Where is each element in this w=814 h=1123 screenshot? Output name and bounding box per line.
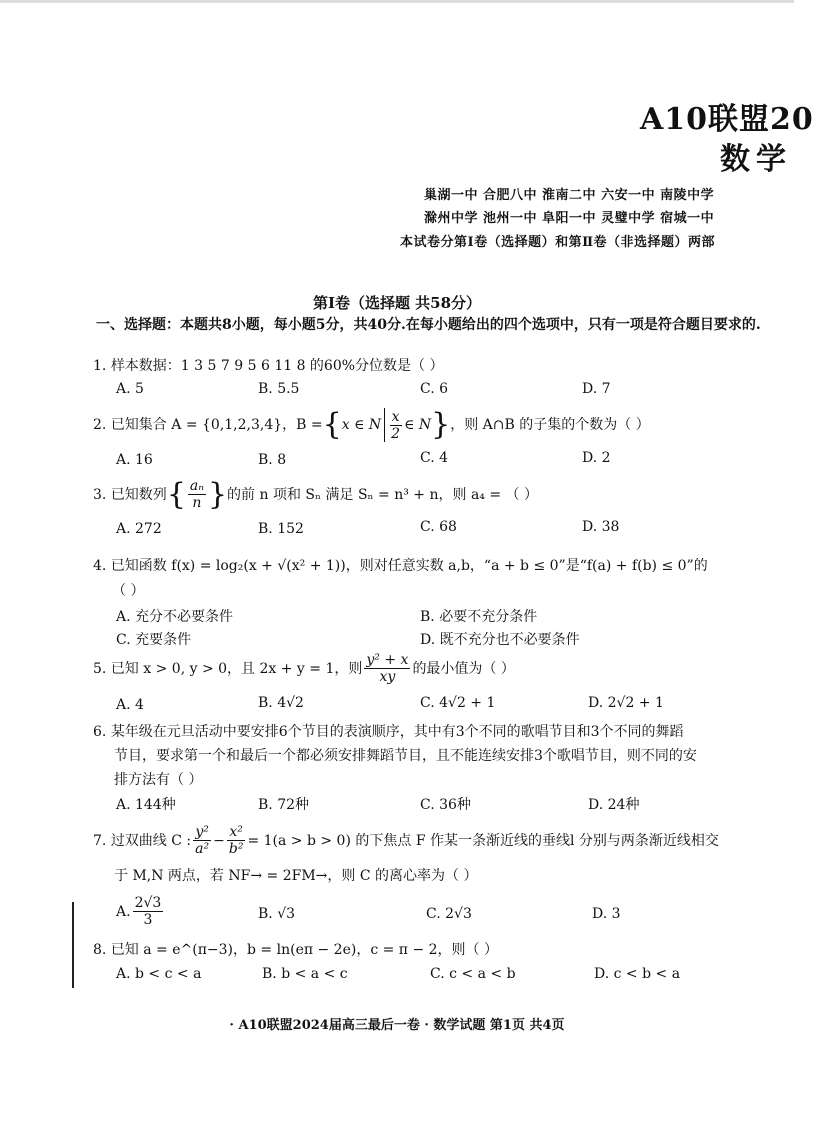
fraction-2root3-over-3 [133,895,164,928]
fraction-denominator: n [192,495,202,511]
section-title: 第Ⅰ卷（选择题 共58分） [312,294,482,312]
q1-option-b: B. 5.5 [258,381,300,397]
fraction-denominator: xy [379,669,396,685]
fraction-an-over-n [188,478,206,511]
question-stem-line1: 某年级在元旦活动中要安排6个节目的表演顺序，其中有3个不同的歌唱节目和3个不同的舞蹈 [110,724,684,740]
question-stem-part-a: 过双曲线 C : [110,832,192,849]
question-stem-part-b: = 1(a > b > 0) 的下焦点 F 作某一条渐近线的垂线l 分别与两条渐近线相交 [247,832,719,849]
set-builder-left: x ∈ N [341,417,382,433]
q8-option-a: A. b < c < a [116,966,202,982]
question-number: 4. [93,558,107,574]
q2-option-d: D. 2 [582,450,611,466]
q6-stem-line2: 节目，要求第一个和最后一个都必须安排舞蹈节目，且不能连续安排3个歌唱节目，则不同的安 [114,748,697,764]
question-6 [93,722,684,742]
question-stem: 已知函数 f(x) = log₂(x + √(x² + 1))，则对任意实数 a,b，“a + b ≤ 0”是“f(a) + f(b) ≤ 0”的 [110,558,708,574]
q1-option-a: A. 5 [116,381,144,397]
q6-option-b: B. 72种 [258,797,310,813]
q8-option-d: D. c < b < a [594,966,681,982]
q4-stem-line2: （ ） [112,583,145,599]
option-label: A. [116,903,131,920]
left-brace: { [322,407,342,442]
q1-option-d: D. 7 [582,381,611,397]
fraction-numerator: 2√3 [134,895,162,911]
question-number: 5. [93,660,107,677]
right-brace: } [207,476,228,512]
question-1 [93,356,444,376]
q3-option-a: A. 272 [116,521,162,537]
question-3 [93,478,538,511]
q6-option-a: A. 144种 [116,797,176,813]
q7-option-c: C. 2√3 [426,906,472,922]
fraction-x2-over-b2 [227,824,246,857]
q6-stem-line3: 排方法有（ ） [114,772,203,788]
fraction-y2-over-a2 [193,824,211,857]
fraction-numerator: aₙ [189,478,204,494]
left-brace: { [166,476,186,512]
question-5 [93,652,515,685]
fraction-denominator: 3 [143,912,153,928]
question-number: 8. [93,942,107,958]
fraction-numerator: y² + x [366,652,409,668]
q6-option-d: D. 24种 [588,797,640,813]
binding-margin-line [72,902,74,988]
question-7 [93,824,719,857]
question-number: 3. [93,486,107,503]
question-stem-part-b: ，则 A∩B 的子集的个数为（ ） [450,417,650,433]
q7-stem-line2: 于 M,N 两点，若 NF→ = 2FM→，则 C 的离心率为（ ） [114,868,478,884]
question-2 [93,408,650,442]
q2-option-c: C. 4 [420,450,449,466]
q7-option-a [116,895,165,928]
fraction-denominator: a² [195,841,210,857]
exam-title-line2: 数学 [720,142,792,177]
question-number: 7. [93,832,107,849]
question-8 [93,940,498,960]
question-stem-part-a: 已知数列 [110,486,167,503]
question-number: 2. [93,417,107,433]
exam-note: 本试卷分第Ⅰ卷（选择题）和第Ⅱ卷（非选择题）两部 [400,235,716,250]
section-instruction: 一、选择题：本题共8小题，每小题5分，共40分.在每小题给出的四个选项中，只有一项是符合题目要求的. [96,317,761,333]
q8-option-b: B. b < a < c [262,966,348,982]
minus-sign: − [213,832,225,849]
q4-option-d: D. 既不充分也不必要条件 [420,632,580,648]
question-stem: 已知 a = e^(π−3)，b = ln(eπ − 2e)，c = π − 2，则（ ） [110,942,498,958]
fraction-x-over-2 [389,409,402,442]
question-number: 6. [93,724,107,740]
fraction-numerator: y² [195,824,209,840]
q3-option-d: D. 38 [582,519,620,535]
question-stem-part-b: 的前 n 项和 Sₙ 满足 Sₙ = n³ + n，则 a₄ = （ ） [227,486,538,503]
q5-option-a: A. 4 [116,697,144,713]
q2-option-a: A. 16 [116,452,153,468]
q5-option-c: C. 4√2 + 1 [420,695,496,711]
q6-option-c: C. 36种 [420,797,471,813]
fraction-expression [364,652,410,685]
right-brace: } [431,407,451,442]
page-top-edge [0,0,794,3]
fraction-numerator: x [391,408,400,425]
q8-option-c: C. c < a < b [430,966,516,982]
question-stem-part-a: 已知 x > 0, y > 0，且 2x + y = 1，则 [110,660,363,677]
q5-option-d: D. 2√2 + 1 [588,695,664,711]
q1-option-c: C. 6 [420,381,449,397]
question-stem-part-a: 已知集合 A = {0,1,2,3,4}，B = [110,417,323,433]
question-number: 1. [93,358,107,374]
page-footer: · A10联盟2024届高三最后一卷 · 数学试题 第1页 共4页 [229,1018,565,1033]
set-builder-bar [384,408,404,442]
question-stem: 样本数据：1 3 5 7 9 5 6 11 8 的60%分位数是（ ） [110,358,444,374]
q3-option-c: C. 68 [420,519,457,535]
q3-option-b: B. 152 [258,521,304,537]
question-4 [93,556,708,576]
set-builder-right: ∈ N [404,417,432,433]
q7-option-b: B. √3 [258,906,296,922]
schools-line1: 巢湖一中 合肥八中 淮南二中 六安一中 南陵中学 [424,188,715,203]
q5-option-b: B. 4√2 [258,695,304,711]
q4-option-a: A. 充分不必要条件 [116,609,234,625]
fraction-denominator: 2 [391,425,401,442]
fraction-numerator: x² [229,824,243,840]
exam-title-line1: A10联盟20 [640,102,814,137]
question-stem-part-b: 的最小值为（ ） [412,660,515,677]
q4-option-b: B. 必要不充分条件 [420,609,538,625]
q2-option-b: B. 8 [258,452,287,468]
q7-option-d: D. 3 [592,906,621,922]
schools-line2: 滁州中学 池州一中 阜阳一中 灵璧中学 宿城一中 [424,211,715,226]
q4-option-c: C. 充要条件 [116,632,192,648]
fraction-denominator: b² [228,841,244,857]
